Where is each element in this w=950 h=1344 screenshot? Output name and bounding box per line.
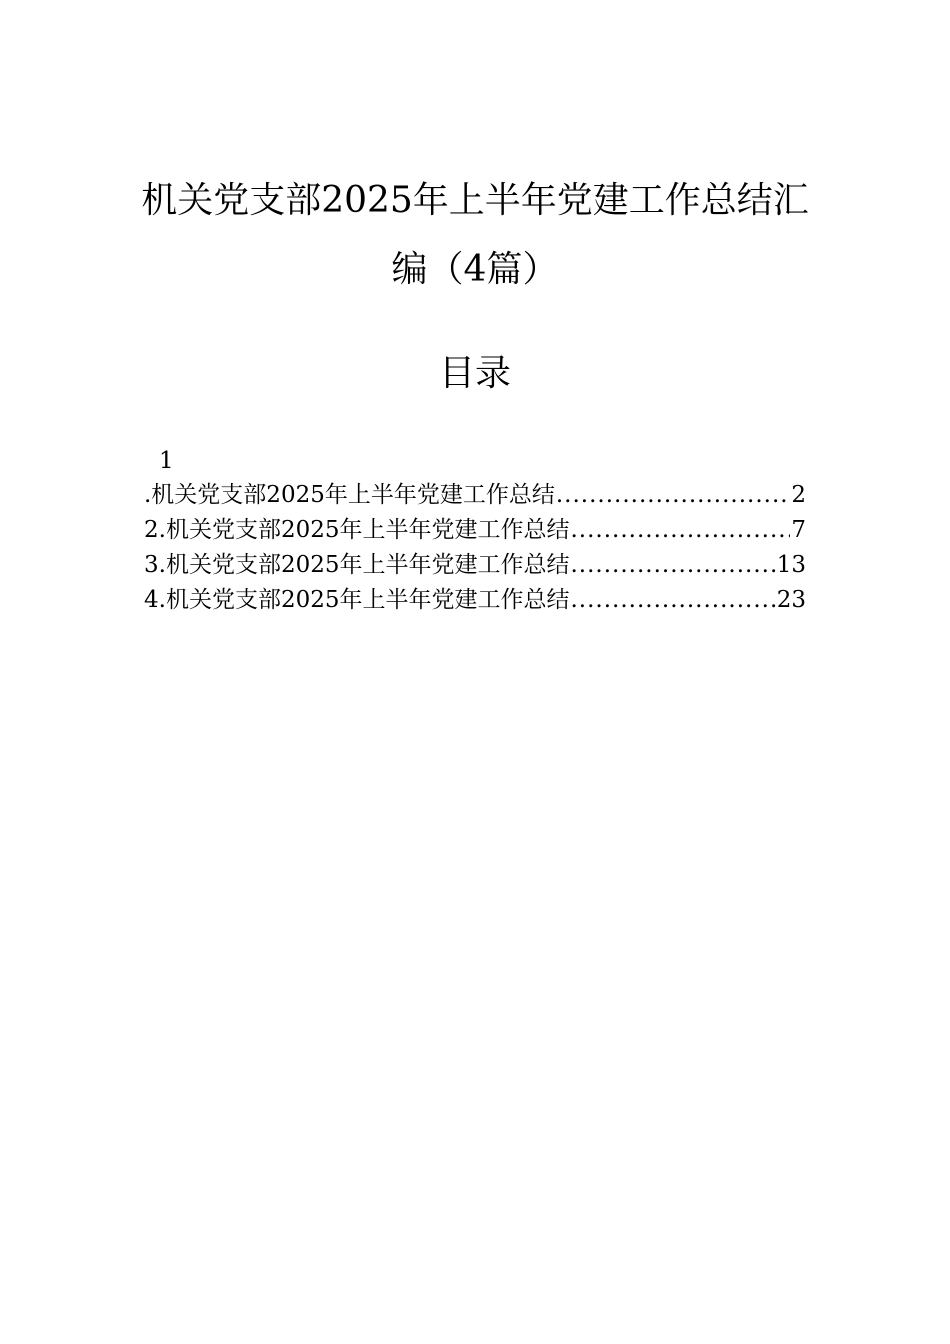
- toc-entry-page-number: 13: [776, 552, 806, 578]
- toc-entry-label: 4.机关党支部2025年上半年党建工作总结: [144, 587, 570, 613]
- toc-entry-page-number: 23: [776, 587, 806, 613]
- document-title-line-1: 机关党支部2025年上半年党建工作总结汇: [141, 180, 809, 221]
- document-title-line-2: 编（4篇）: [391, 249, 559, 290]
- toc-entry-label: .机关党支部2025年上半年党建工作总结: [144, 482, 555, 508]
- toc-entry-page-number: 2: [791, 482, 806, 508]
- toc-number-fragment: 1: [159, 448, 174, 474]
- toc-entry-label: 3.机关党支部2025年上半年党建工作总结: [144, 552, 570, 578]
- toc-list: [144, 480, 806, 620]
- toc-dot-leader: [570, 585, 775, 615]
- toc-dot-leader: [570, 550, 775, 580]
- toc-dot-leader: [570, 515, 790, 545]
- toc-entry-page-number: 7: [791, 517, 806, 543]
- toc-dot-leader: [556, 480, 791, 510]
- toc-heading: 目录: [438, 353, 511, 394]
- toc-entry-3[interactable]: [144, 550, 806, 585]
- toc-entry-1[interactable]: [144, 480, 806, 515]
- toc-entry-label: 2.机关党支部2025年上半年党建工作总结: [144, 517, 570, 543]
- toc-entry-2[interactable]: [144, 515, 806, 550]
- toc-entry-4[interactable]: [144, 585, 806, 620]
